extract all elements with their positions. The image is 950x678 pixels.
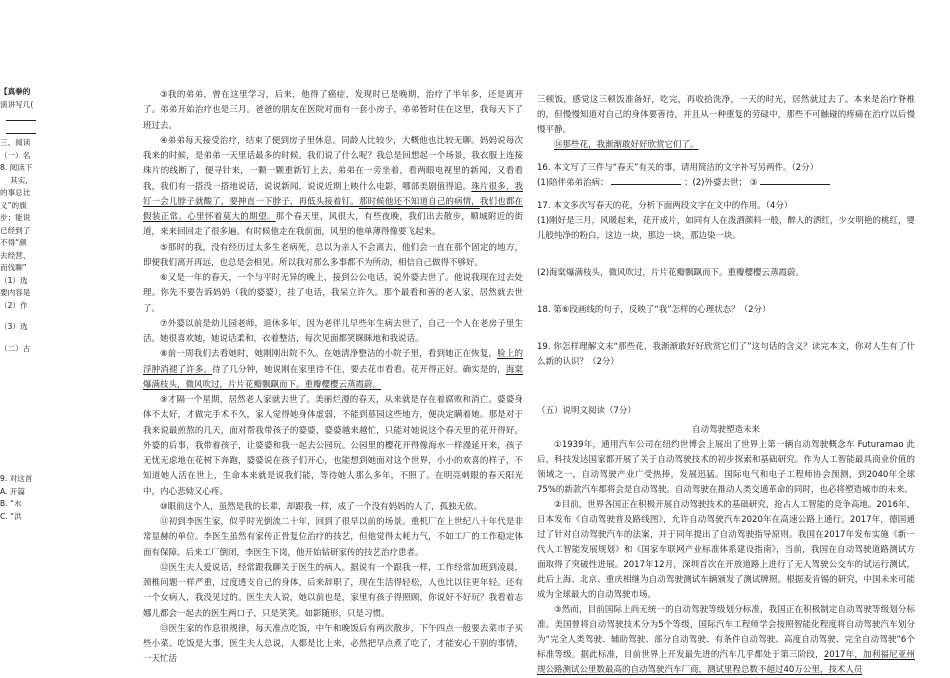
essay-paragraph bbox=[143, 393, 523, 500]
question-16: 16. 本文写了三件与“春天”有关的事，请用简洁的文字补写另两件。（2分） bbox=[537, 163, 819, 173]
strip-rule bbox=[6, 111, 36, 121]
essay-paragraph: ⑫医生夫人爱说话，经常跟我聊关于医生的病人。据说有一个跟我一样，工作经常加班到凌晨，颈椎问题一样严重，过度透支自己的身体，后来辞职了，现在生活得轻松，人也比以往更年轻。还有一个女病人，我没见过的。医生夫人说，她以前也是，家里有孩子得照顾，你说好不好玩？我看着志娜儿都会一起去的医生两口子，只是笑笑。如影随形，只是习惯。 bbox=[143, 562, 523, 619]
strip-line: 步；能说 bbox=[0, 213, 31, 222]
essay-column-left bbox=[143, 88, 523, 668]
strip-line: 三、阅读 bbox=[0, 138, 31, 147]
essay-paragraph: ⑦外婆以前是幼儿园老师，退休多年，因为老伴儿早些年生病去世了，自己一个人在老房子里生活。她很喜欢她，她说话柔和，衣着整洁，每次见面都笑眯眯地和我说话。 bbox=[143, 318, 523, 344]
section-heading: （五）说明文阅读（7分） bbox=[537, 406, 636, 416]
strip-line: C. “洪 bbox=[0, 511, 22, 521]
underlined-sentence: 2017年，加利福尼亚州规公路测试公里数最高的自动驾驶汽车厂商，测试里程总数不超过40万公里，技术人员 bbox=[537, 650, 915, 675]
strip-line: 要内容是 bbox=[0, 288, 31, 297]
article-paragraph: ①1939年，通用汽车公司在纽约世博会上展出了世界上第一辆自动驾驶概念车 Futuramao 此后，科技发达国家都开展了关于自动驾驶技术的初步探索和基础研究。作为人工智能最具商业价值的领域之一，自动驾驶产业广受热捧，发展迅猛。国际电气和电子工程师协会预测，到2040年全球75%的新款汽车都将会是自动驾驶。自动驾驶在推动人类交通革命的同时，也必将塑造城市的未来。 bbox=[537, 440, 915, 495]
essay-paragraph: ⑥又是一年的春天，一个与平时无异的晚上，接到公公电话，说外婆去世了。他说我现在过去处理。你先不要告诉妈妈（我的婆婆），挂了电话，我呆立许久。那个最看和善的老人家，居然就去世了。 bbox=[143, 273, 523, 314]
question-17-item: (2)海棠爆满枝头，微风吹过，片片花瓣飘飖而下。重瓣樱樱云蒸霞蔚。 bbox=[537, 268, 805, 278]
answer-blank[interactable] bbox=[760, 176, 830, 185]
essay-paragraph: ③我的弟弟，曾在这里学习，后来，他得了癌症，发现时已是晚期，治疗了半年多，还是离开了。弟弟开始治疗也是三月。爸爸的朋友在医院对面有一套小房子，弟弟暂时住在这里，我每天下了班过去。 bbox=[143, 90, 523, 131]
strip-line: 而伐聊” bbox=[0, 263, 27, 272]
essay-paragraph bbox=[143, 134, 523, 241]
text-run: 那个春天里，风很大，有些夜晚，我们出去散步，顺城附近的街道，来来回回走了很多遍。有时候他走在我前面，风里的他单薄得像要飞起来。 bbox=[143, 212, 523, 238]
strip-line: 去经营、 bbox=[0, 250, 31, 260]
question-19: 19. 你怎样理解文末“那些花，我渐渐敢好好欣赏它们了”这句话的含义？读完本文，你对人生有了什么新的认识？（2分） bbox=[537, 342, 915, 367]
strip-line: （3）选 bbox=[0, 322, 28, 331]
strip-line: 8. 阅读下 bbox=[0, 163, 33, 172]
strip-line: 演讲写几( bbox=[0, 99, 34, 109]
essay-paragraph: ⑪初到李医生家，似乎时光倒流二十年，回到了很早以前的场景。重机厂在上世纪八十年代是非常显赫的单位。李医生虽然有家传正骨复位治疗的技艺，但他觉得太耗力气，不如工厂的工作稳定体面有保障。后来工厂倒闭，李医生下岗，他开始钻研家传的技艺治疗患者。 bbox=[143, 517, 523, 558]
underlined-sentence: 珠片很多，我钉一会儿脖子就酸了，要抻直一下脖子，再低头接着钉。 bbox=[143, 181, 523, 207]
essay-paragraph bbox=[537, 138, 915, 153]
text-run: 也能想到她面对这个世界，小小的欢喜的样子，不知道她人活在世上，生命本来就是说我们能，等待她人那么多年，不照了。在明亮刺眼的春天阳光中，内心悲恸又心疼。 bbox=[143, 456, 523, 497]
text-run: 待了几分钟，她说刚在家里待不住，要去花市看看。花开得正好。确实是的， bbox=[212, 364, 506, 375]
strip-line: 不得“颜 bbox=[0, 238, 27, 247]
strip-rule bbox=[6, 124, 36, 134]
essay-paragraph: ⑬医生家的作息很规律，每天准点吃饭，中午和晚饭后有两次散步，下午四点一般要去菜市子买些小菜。吃饭是大事，医生夫人总说，人都是比上来，必然把早点煮了吃了，才能安心干别的事情，一天忙活 bbox=[143, 623, 523, 665]
strip-line: 9. 对这首 bbox=[0, 474, 33, 483]
essay-paragraph bbox=[143, 347, 523, 393]
question-18: 18. 第⑥段画线的句子，反映了“我”怎样的心理状态？（2分） bbox=[537, 305, 771, 315]
question-17-item: (1)刚好是三月，风暖起来，花开成片，如同有人在泼洒颜料一般，醉人的洒红，少女明艳的桃红，婴儿般纯净的粉白，这边一块，那边一块，那边染一块。 bbox=[537, 216, 915, 241]
strip-line: B. “水 bbox=[0, 499, 22, 508]
text-run: ④弟弟每天接受治疗，结束了便到房子里休息。同龄人比较少，大概他也比较无聊。妈妈说每次我来的时候，是弟弟一天里话最多的时候。我们说了什么呢？我总是回想起一个场景，我衣服上连接珠片的线断了，便寻针来，一颗一颗重新钉上去，弟弟在一旁坐着，看两眼电视里的新闻，又看看我，我们有一搭没一搭地说话，说说新闻，说说近期上映什么电影，哪部美剧值得追。 bbox=[143, 135, 523, 192]
text-run: ⑧前一周我们去看她时，她刚刚出院不久。在她清净整洁的小院子里，看到她正在恢复， bbox=[160, 349, 498, 360]
strip-line: A. 开篇 bbox=[0, 486, 26, 496]
essay-paragraph: 三顿饭，感觉这三顿饭准备好，吃完，再收拾洗净，一天的时光，居然就过去了。本来是治疗脊椎的，但慢慢知道对自己的身体要善待，并且从一种重复的劳碌中，那些不可触碰的疼痛在治疗以后慢慢平静。 bbox=[537, 95, 915, 135]
essay-paragraph: ⑩眼前这个人，虽然是我的长辈，却跟我一样，成了一个没有妈妈的人了，孤独无依。 bbox=[160, 501, 483, 512]
underlined-sentence: 海棠爆满枝头，微风吹过，片片花瓣飘飖而下。重瓣樱樱云蒸霞蔚。 bbox=[143, 364, 523, 390]
question-17: 17. 本文多次写春天的花，分析下面两段文字在文中的作用。（4分） bbox=[537, 201, 793, 211]
underlined-sentence: 我们也都在假装正常。心里怀着莫大的期望。 bbox=[143, 196, 523, 222]
article-paragraph bbox=[537, 603, 915, 678]
underlined-sentence: 那时候他还不知道自己的病情， bbox=[358, 196, 480, 207]
strip-line: （1）选 bbox=[0, 275, 28, 285]
strip-line: 【真拳的 bbox=[0, 87, 31, 96]
strip-line: 已经到了 bbox=[0, 225, 31, 235]
strip-line: （2）作 bbox=[0, 300, 28, 310]
answer-item: ；(2)外婆去世； bbox=[683, 178, 747, 188]
essay-column-right bbox=[537, 93, 915, 678]
left-cropped-column bbox=[0, 86, 120, 646]
strip-line: 其实, bbox=[10, 175, 28, 185]
strip-line: （二）古 bbox=[0, 343, 31, 353]
strip-line: 义”的旗 bbox=[0, 200, 27, 210]
question-16-answers bbox=[537, 176, 915, 191]
answer-blank[interactable] bbox=[611, 176, 681, 185]
essay-paragraph: ⑤那时的我，没有经历过太多生老病死，总以为亲人不会离去，他们会一直在那个固定的地方，即便我们离开再远，也总是会相见。所以我对那么多事都不为所动，相信自己做得不够好。 bbox=[143, 242, 523, 268]
article-paragraph: ②目前，世界各国正在积极开展自动驾驶技术的基础研究，抢占人工智能的竞争高地。2016年，日本发布《自动驾驶普及路线图》，允许自动驾驶汽车2020年在高速公路上通行。2017年，德国通过了针对自动驾驶汽车的法案，并于同年提出了自动驾驶指导原则。我国在2017年发布实施《新一代人工智能发展规划》和《国家车联网产业标准体系建设指南》，当前，我国在自动驾驶道路测试方面取得了突破性进展。2017年12月，深圳首次在开放道路上进行了无人驾驶公交车的试运行测试，此后上海、北京、重庆相继为自动驾驶测试车辆颁发了测试牌照。根据麦肯锡的研究，中国未来可能成为全球最大的自动驾驶市场。 bbox=[537, 500, 915, 600]
answer-item: (1)陪伴弟弟治病； bbox=[537, 178, 609, 188]
strip-line: 的事总比 bbox=[0, 188, 31, 197]
answer-item: ③ bbox=[749, 178, 758, 188]
underlined-sentence: 脸上的浮肿消褪了许多。 bbox=[143, 349, 523, 375]
text-run: ⑨才隔一个星期，居然老人家就去世了。美丽烂漫的春天，从来就是存在着腐败和消亡。婆婆身体不太好，才做完手术不久，家人觉得她身体虚弱，不能到墓园这些地方，便决定瞒着她。那是对于我来说最煎熬的几天，面对帮我带孩子的婆婆，婆婆越来越忙，只能对她说这个春天里的花开得好。外婆的后事，我带着孩子，让婆婆和我一起去公园玩。公园里的樱花开得像海水一样漫延开来，孩子无忧无虑地在花树下奔跑，婆婆说在孩子们开心， bbox=[143, 395, 523, 466]
article-title: 自动驾驶塑造未来 bbox=[691, 425, 760, 435]
text-run: ③然而，目前国际上尚无统一的自动驾驶等级划分标准，我国正在积极制定自动驾驶等级划分标准。美国曾将自动驾驶技术分为5个等级，国际汽车工程师学会按照智能化程度将自动驾驶汽车划分为“完全人类驾驶、辅助驾驶、部分自动驾驶、有条件自动驾驶、高度自动驾驶、完全自动驾驶”6个标准等级。据此标准，目前世界上开发最先进的汽车几乎都处于第三阶段， bbox=[537, 605, 915, 660]
underlined-sentence: ⑭那些花，我渐渐敢好好欣赏它们了。 bbox=[554, 140, 699, 150]
strip-line: （一）名 bbox=[0, 150, 31, 160]
